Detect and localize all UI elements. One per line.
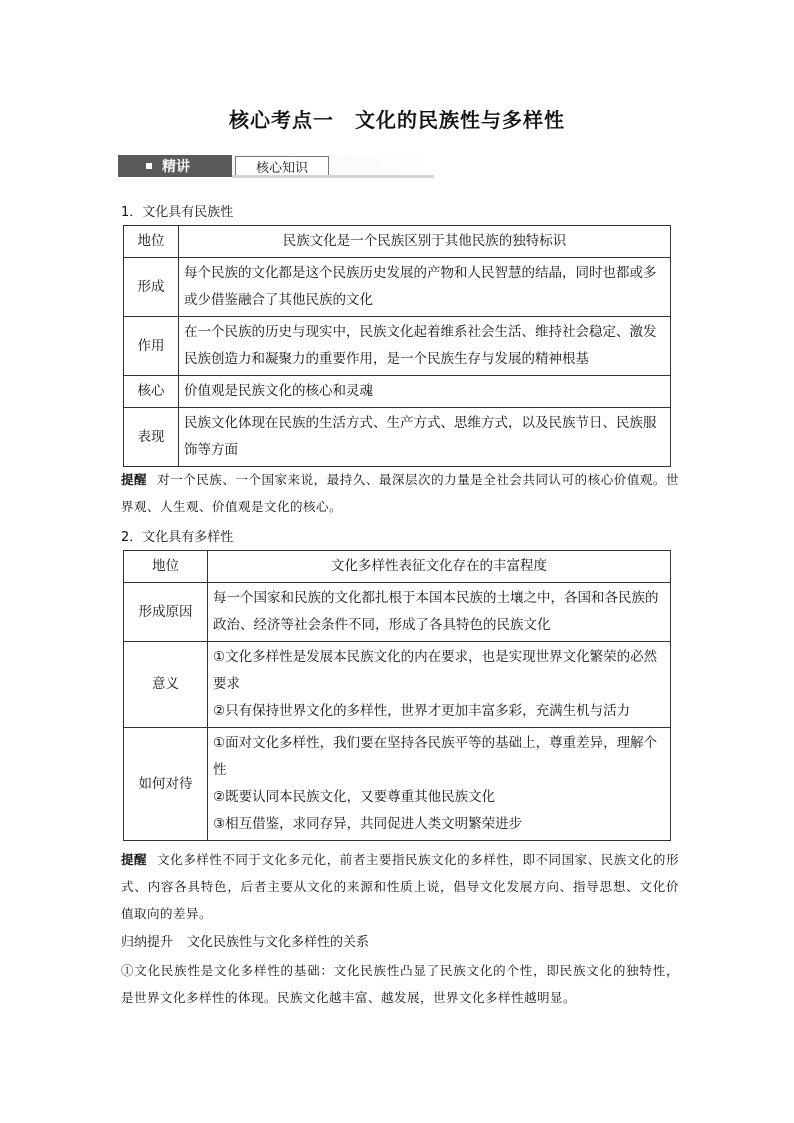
row-value: 每个民族的文化都是这个民族历史发展的产物和人民智慧的结晶，同时也都或多或少借鉴融合了其他民族的文化 [179,258,671,317]
reminder-note-2 [121,846,679,927]
table-row [124,642,671,728]
summary-title: 文化民族性与文化多样性的关系 [187,935,370,950]
table-row [124,317,671,376]
row-value: 价值观是民族文化的核心和灵魂 [179,376,671,408]
banner-tag [118,155,232,177]
row-key: 表现 [124,408,179,467]
table-row [124,583,671,642]
summary-label: 归纳提升 [121,935,174,950]
row-value: 文化多样性表征文化存在的丰富程度 [208,551,671,583]
row-value: 民族文化是一个民族区别于其他民族的独特标识 [179,226,671,258]
reminder-label: 提醒 [121,852,148,867]
list-item: ②只有保持世界文化的多样性，世界才更加丰富多彩，充满生机与活力 [213,703,631,719]
reminder-text: 对一个民族、一个国家来说，最持久、最深层次的力量是全社会共同认可的核心价值观。世界观、人生观、价值观是文化的核心。 [121,472,679,514]
list-item: ①文化多样性是发展本民族文化的内在要求，也是实现世界文化繁荣的必然要求 [213,649,658,692]
reminder-note-1 [121,466,679,520]
row-key: 地位 [124,551,208,583]
reminder-text: 文化多样性不同于文化多元化，前者主要指民族文化的多样性，即不同国家、民族文化的形式、内容各具特色，后者主要从文化的来源和性质上说，倡导文化发展方向、指导思想、文化价值取向的差异。 [121,852,679,921]
summary-text: ①文化民族性是文化多样性的基础：文化民族性凸显了民族文化的个性，即民族文化的独特性，是世界文化多样性的体现。民族文化越丰富、越发展，世界文化多样性越明显。 [121,963,679,1005]
table-row [124,551,671,583]
row-key: 作用 [124,317,179,376]
table-row [124,728,671,841]
reminder-label: 提醒 [121,472,148,487]
banner-rule [232,175,434,178]
row-key: 地位 [124,226,179,258]
row-key: 意义 [124,642,208,728]
row-key: 形成 [124,258,179,317]
table-row [124,376,671,408]
summary-heading [121,931,369,950]
list-item: ③相互借鉴，求同存异，共同促进人类文明繁荣进步 [213,816,523,832]
banner-tag-label: 精讲 [162,159,190,175]
table-row [124,226,671,258]
nationality-table [123,225,671,467]
section1-heading: 1．文化具有民族性 [121,205,234,220]
list-item: ②既要认同本民族文化，又要尊重其他民族文化 [213,789,496,805]
row-value: 在一个民族的历史与现实中，民族文化起着维系社会生活、维持社会稳定、激发民族创造力和凝聚力的重要作用，是一个民族生存与发展的精神根基 [179,317,671,376]
list-item: ①面对文化多样性，我们要在坚持各民族平等的基础上，尊重差异，理解个性 [213,735,658,778]
banner-label: 核心知识 [235,156,329,176]
row-key: 如何对待 [124,728,208,841]
row-value [208,642,671,728]
page-title: 核心考点一 文化的民族性与多样性 [229,108,565,132]
row-key: 形成原因 [124,583,208,642]
table-row [124,408,671,467]
square-bullet-icon [146,163,152,169]
row-value: 民族文化体现在民族的生活方式、生产方式、思维方式，以及民族节日、民族服饰等方面 [179,408,671,467]
section-banner [118,155,434,177]
row-key: 核心 [124,376,179,408]
row-value [208,728,671,841]
diversity-table [123,550,671,841]
section2-heading: 2．文化具有多样性 [121,530,234,545]
row-value: 每一个国家和民族的文化都扎根于本国本民族的土壤之中，各国和各民族的政治、经济等社会条件不同，形成了各具特色的民族文化 [208,583,671,642]
table-row [124,258,671,317]
